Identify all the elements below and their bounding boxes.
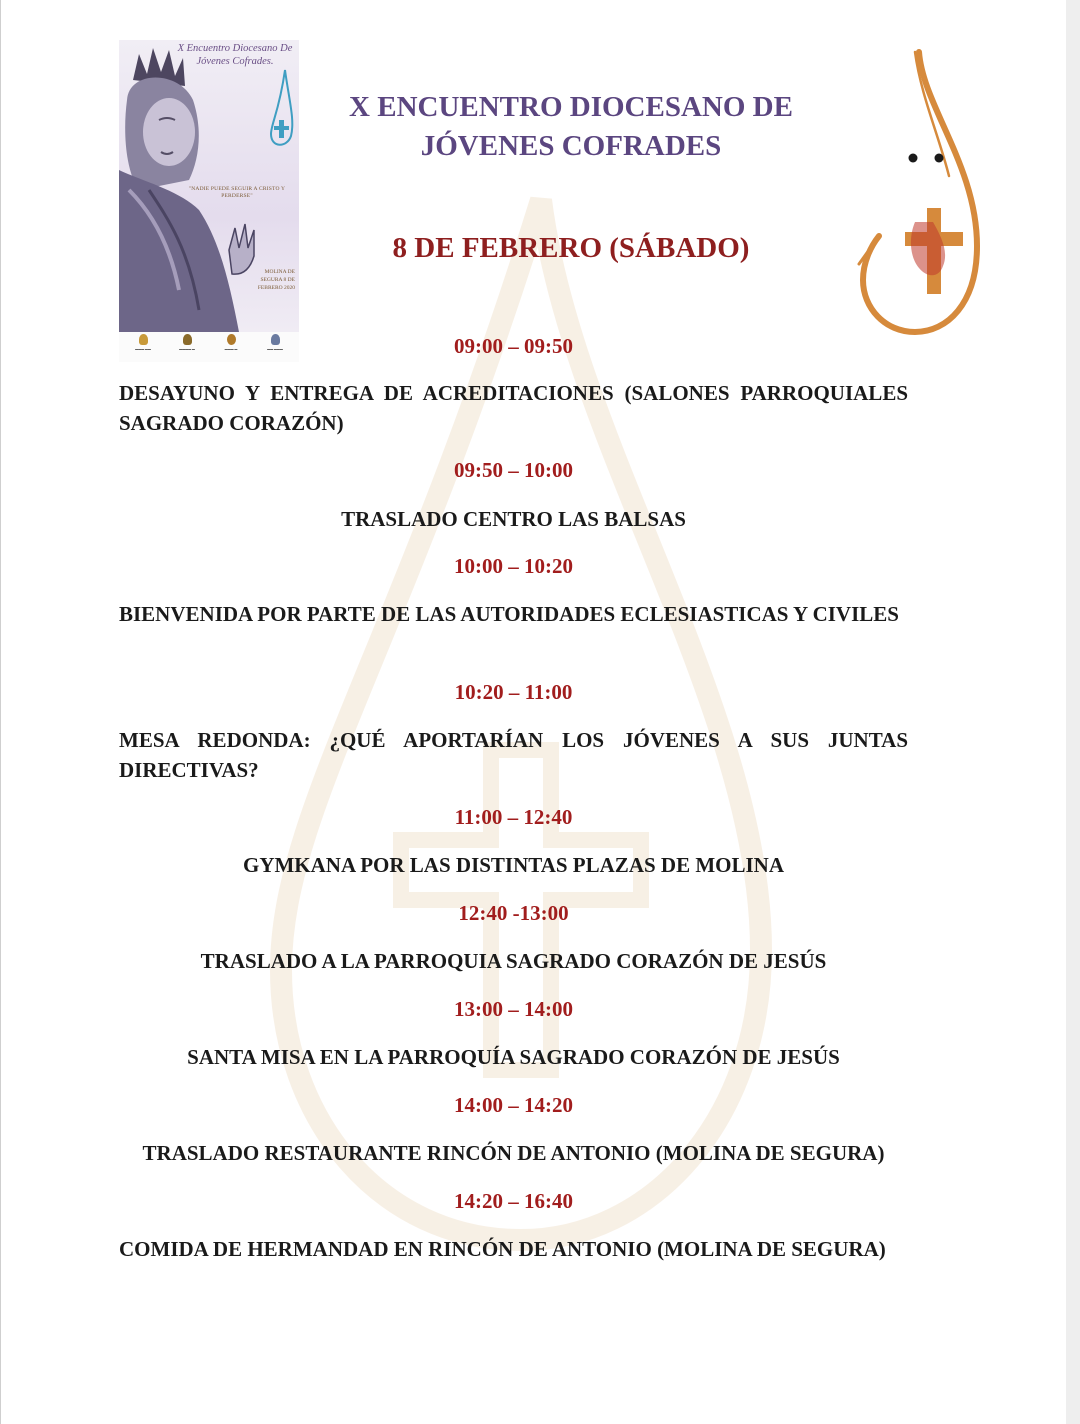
- schedule-time: 09:50 – 10:00: [454, 458, 573, 482]
- schedule-time: 12:40 -13:00: [458, 901, 569, 925]
- schedule-activity: SANTA MISA EN LA PARROQUÍA SAGRADO CORAZÓN DE JESÚS: [187, 1045, 840, 1069]
- schedule-activity: MESA REDONDA: ¿QUÉ APORTARÍAN LOS JÓVENES A SUS JUNTAS DIRECTIVAS?: [119, 728, 908, 782]
- sponsor-logo-2: ▬▬▬▬ ▬: [165, 332, 209, 351]
- poster-quote: "NADIE PUEDE SEGUIR A CRISTO Y PERDERSE": [188, 186, 286, 199]
- schedule-activity: COMIDA DE HERMANDAD EN RINCÓN DE ANTONIO (MOLINA DE SEGURA): [119, 1237, 886, 1261]
- event-poster: [119, 40, 299, 362]
- schedule-time: 14:20 – 16:40: [454, 1189, 573, 1213]
- cofrades-drop-logo-icon: [849, 46, 989, 346]
- schedule-activity: GYMKANA POR LAS DISTINTAS PLAZAS DE MOLINA: [242, 853, 785, 877]
- schedule-activity: TRASLADO CENTRO LAS BALSAS: [341, 507, 686, 531]
- schedule-activity: TRASLADO RESTAURANTE RINCÓN DE ANTONIO (MOLINA DE SEGURA): [142, 1141, 885, 1165]
- schedule-activity: DESAYUNO Y ENTREGA DE ACREDITACIONES (SALONES PARROQUIALES SAGRADO CORAZÓN): [119, 381, 908, 435]
- document-title: [301, 88, 841, 166]
- schedule-time: 10:00 – 10:20: [454, 554, 573, 578]
- schedule-activity: TRASLADO A LA PARROQUIA SAGRADO CORAZÓN DE JESÚS: [200, 949, 827, 973]
- viewer-background: [1066, 0, 1080, 1424]
- date-heading: 8 DE FEBRERO (SÁBADO): [392, 232, 750, 264]
- schedule-time: 14:00 – 14:20: [454, 1093, 573, 1117]
- sponsor-logo-3: ▬▬▬ ▬: [209, 332, 253, 351]
- poster-title: X Encuentro Diocesano De Jóvenes Cofrades.: [177, 43, 293, 67]
- title-line-1: X ENCUENTRO DIOCESANO DE: [349, 91, 793, 123]
- schedule-time: 11:00 – 12:40: [454, 805, 573, 829]
- schedule-time: 09:00 – 09:50: [454, 334, 573, 358]
- schedule-activity: BIENVENIDA POR PARTE DE LAS AUTORIDADES ECLESIASTICAS Y CIVILES: [119, 602, 899, 626]
- title-line-2: JÓVENES COFRADES: [420, 130, 722, 162]
- sponsor-logo-1: ▬▬▬ ▬▬: [121, 332, 165, 351]
- schedule-time: 10:20 – 11:00: [454, 680, 573, 704]
- schedule-time: 13:00 – 14:00: [454, 997, 573, 1021]
- sponsor-logo-4: ▬▬ ▬▬▬: [253, 332, 297, 351]
- poster-place-date: MOLINA DE SEGURA 8 DE FEBRERO 2020: [257, 269, 295, 291]
